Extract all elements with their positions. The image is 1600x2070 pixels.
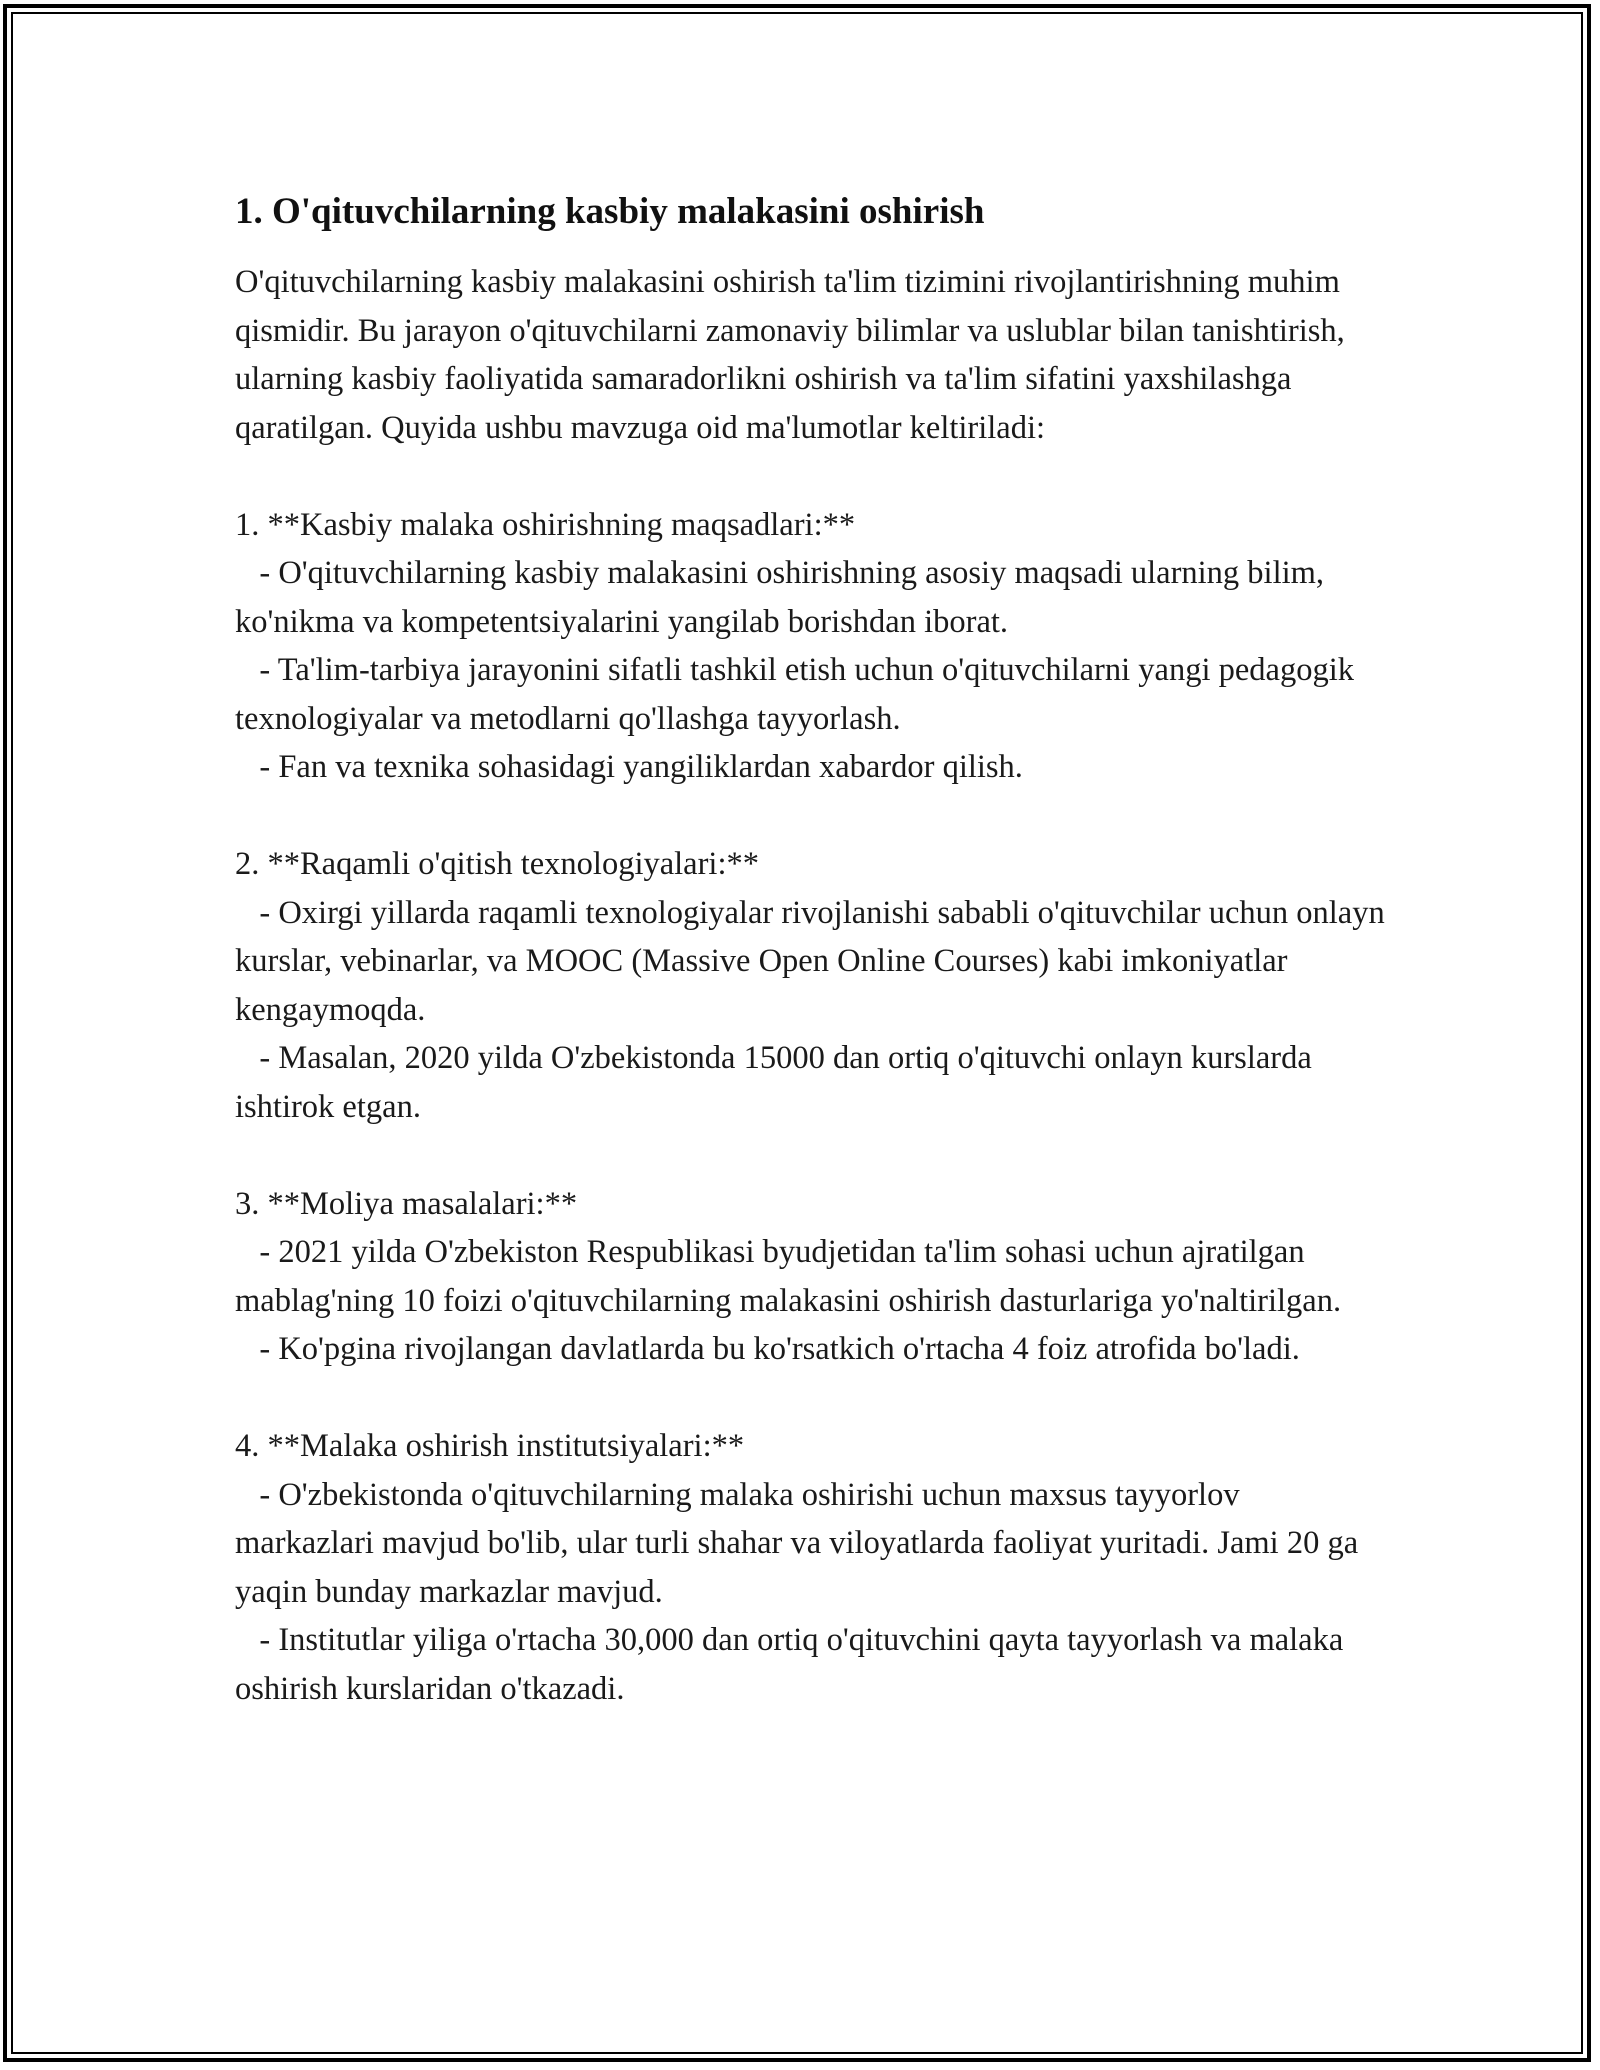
list-item: - Ko'pgina rivojlangan davlatlarda bu ko'rsatkich o'rtacha 4 foiz atrofida bo'ladi. bbox=[235, 1331, 1300, 1367]
section-institutions bbox=[235, 1422, 1385, 1713]
list-item: - Oxirgi yillarda raqamli texnologiyalar rivojlanishi sababli o'qituvchilar uchun onlayn kurslar, vebinarlar, va MOOC (Massive Open Online Courses) kabi imkoniyatlar kengaymoqda. bbox=[235, 894, 1393, 1028]
section-title: 2. **Raqamli o'qitish texnologiyalari:** bbox=[235, 846, 759, 882]
list-item: - Ta'lim-tarbiya jarayonini sifatli tashkil etish uchun o'qituvchilarni yangi pedagogik texnologiyalar va metodlarni qo'llashga tayyorlash. bbox=[235, 652, 1363, 737]
list-item: - Fan va texnika sohasidagi yangiliklardan xabardor qilish. bbox=[235, 749, 1023, 785]
section-finance bbox=[235, 1180, 1385, 1374]
list-item: - Institutlar yiliga o'rtacha 30,000 dan ortiq o'qituvchini qayta tayyorlash va malaka oshirish kurslaridan o'tkazadi. bbox=[235, 1622, 1352, 1707]
list-item: - Masalan, 2020 yilda O'zbekistonda 15000 dan ortiq o'qituvchi onlayn kurslarda ishtirok etgan. bbox=[235, 1040, 1320, 1125]
document-heading: 1. O'qituvchilarning kasbiy malakasini oshirish bbox=[235, 191, 985, 232]
list-item: - O'zbekistonda o'qituvchilarning malaka oshirishi uchun maxsus tayyorlov markazlari mavjud bo'lib, ular turli shahar va viloyatlarda faoliyat yuritadi. Jami 20 ga yaqin bunday markazlar mavjud. bbox=[235, 1476, 1367, 1610]
list-item: - O'qituvchilarning kasbiy malakasini oshirishning asosiy maqsadi ularning bilim, ko'nikma va kompetentsiyalarini yangilab borishdan iborat. bbox=[235, 555, 1333, 640]
document-body bbox=[235, 188, 1393, 1713]
intro-paragraph: O'qituvchilarning kasbiy malakasini oshirish ta'lim tizimini rivojlantirishning muhim qismidir. Bu jarayon o'qituvchilarni zamonaviy bilimlar va uslublar bilan tanishtirish, ularning kasbiy faoliyatida samaradorlikni oshirish va ta'lim sifatini yaxshilashga qaratilgan. Quyida ushbu mavzuga oid ma'lumotlar keltiriladi: bbox=[235, 264, 1345, 446]
section-goals bbox=[235, 501, 1385, 792]
section-title: 3. **Moliya masalalari:** bbox=[235, 1185, 578, 1222]
section-title: 4. **Malaka oshirish institutsiyalari:** bbox=[235, 1428, 745, 1464]
list-item: - 2021 yilda O'zbekiston Respublikasi byudjetidan ta'lim sohasi uchun ajratilgan mablag'ning 10 foizi o'qituvchilarning malakasini oshirish dasturlariga yo'naltirilgan. bbox=[235, 1234, 1342, 1319]
section-title: 1. **Kasbiy malaka oshirishning maqsadlari:** bbox=[235, 506, 856, 543]
section-digital-learning bbox=[235, 840, 1393, 1131]
